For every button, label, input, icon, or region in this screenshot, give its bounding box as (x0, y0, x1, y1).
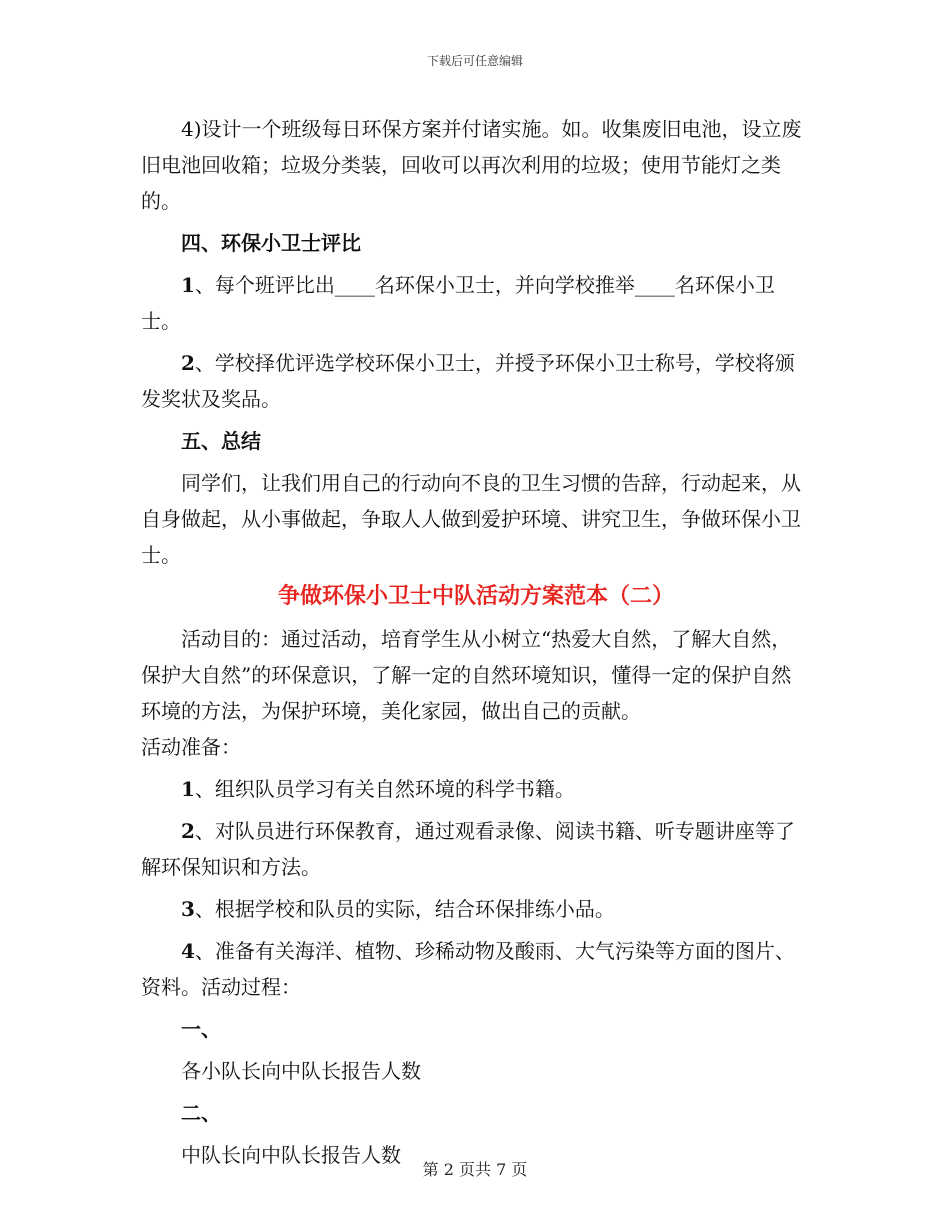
section-4-item-1 (141, 267, 811, 339)
page-header: 下载后可任意编辑 (426, 54, 523, 68)
step-1-heading: 一、 (181, 1017, 221, 1041)
item-number: 1 (181, 777, 195, 801)
document-body (141, 111, 811, 1179)
item-text: 、准备有关海洋、植物、珍稀动物及酸雨、大气污染等方面的图片、资料。活动过程： (141, 939, 795, 999)
summary-paragraph: 同学们，让我们用自己的行动向不良的卫生习惯的告辞，行动起来，从自身做起，从小事做起，争取人人做到爱护环境、讲究卫生，争做环保小卫士。 (141, 471, 801, 567)
item-text: 、组织队员学习有关自然环境的科学书籍。 (194, 777, 575, 801)
section-4-item-2 (141, 345, 811, 417)
page-footer: 第 2 页共 7 页 (422, 1160, 528, 1179)
item-text: 、根据学校和队员的实际，结合环保排练小品。 (194, 897, 615, 921)
item-text: 、对队员进行环保教育，通过观看录像、阅读书籍、听专题讲座等了解环保知识和方法。 (141, 819, 795, 879)
prep-item-4 (141, 933, 811, 1005)
plan-2-title: 争做环保小卫士中队活动方案范本（二） (277, 584, 674, 609)
prep-item-3 (141, 891, 811, 927)
item-number: 2 (181, 819, 195, 843)
item-text: 、每个班评比出____名环保小卫士，并向学校推举____名环保小卫士。 (141, 273, 775, 333)
item-text: 、学校择优评选学校环保小卫士，并授予环保小卫士称号，学校将颁发奖状及奖品。 (141, 351, 795, 411)
item-number: 3 (181, 897, 195, 921)
section-5-heading: 五、总结 (181, 429, 261, 453)
item-number: 4 (181, 939, 195, 963)
item-number: 1 (181, 273, 195, 297)
prep-item-1 (141, 771, 811, 807)
item-number: 2 (181, 351, 195, 375)
step-1-text: 各小队长向中队长报告人数 (181, 1059, 421, 1083)
prep-item-2 (141, 813, 811, 885)
purpose-paragraph: 活动目的：通过活动，培育学生从小树立“热爱大自然，了解大自然，保护大自然”的环保意识，了解一定的自然环境知识，懂得一定的保护自然环境的方法，为保护环境，美化家园，做出自己的贡献。 (141, 627, 792, 723)
item-4-paragraph: 4)设计一个班级每日环保方案并付诸实施。如。收集废旧电池，设立废旧电池回收箱；垃圾分类装，回收可以再次利用的垃圾；使用节能灯之类的。 (141, 117, 802, 213)
section-4-heading: 四、环保小卫士评比 (181, 231, 361, 255)
preparation-label: 活动准备： (141, 735, 241, 759)
step-2-text: 中队长向中队长报告人数 (181, 1143, 401, 1167)
step-2-heading: 二、 (181, 1101, 221, 1125)
